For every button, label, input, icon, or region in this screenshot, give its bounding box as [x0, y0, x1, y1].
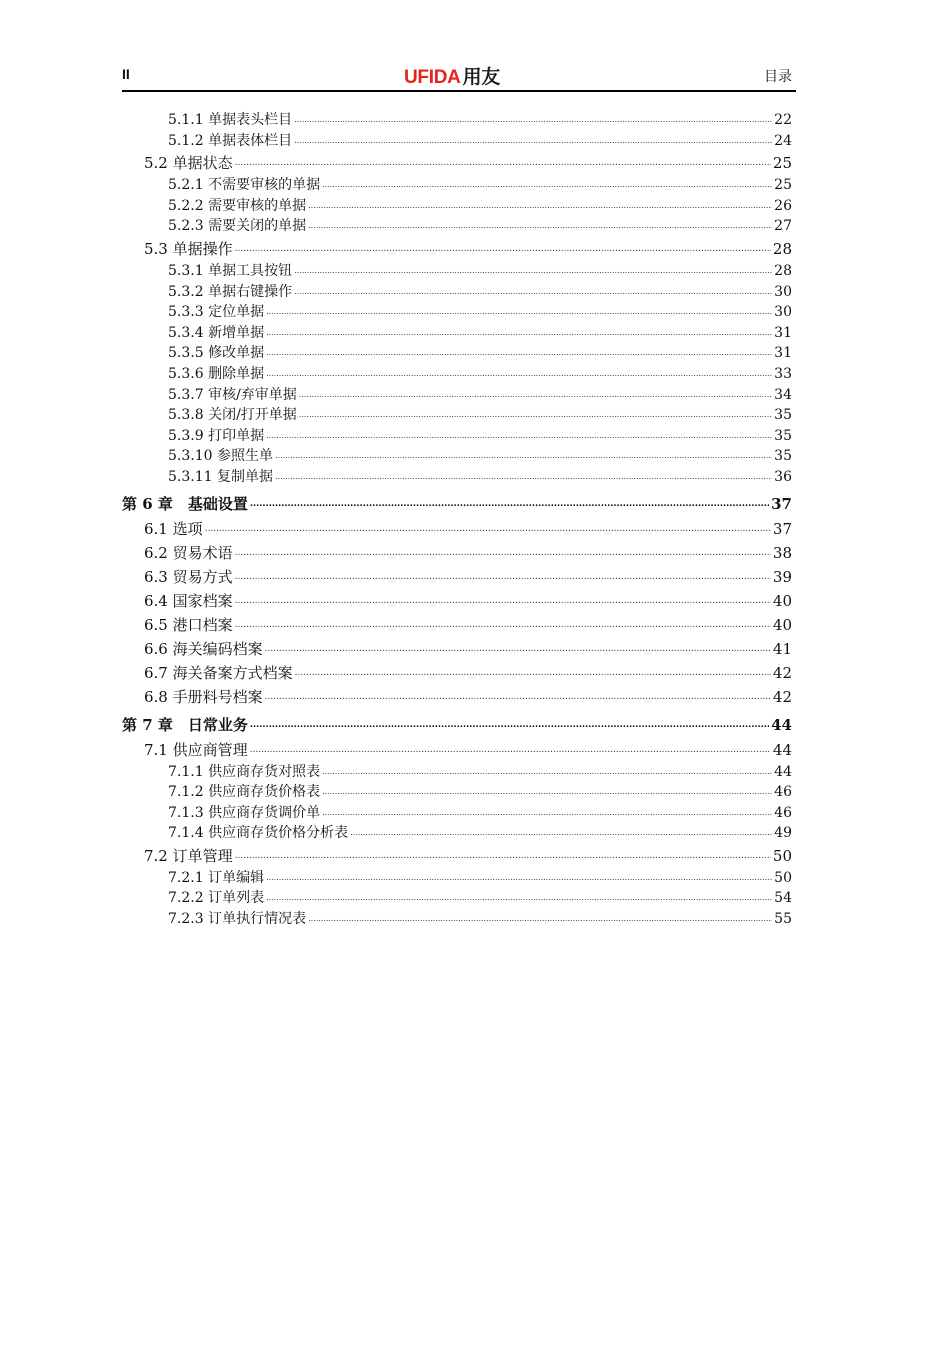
toc-entry-title: 6.7 海关备案方式档案 — [144, 663, 293, 682]
toc-entry-title: 7.2 订单管理 — [144, 846, 233, 865]
toc-entry[interactable] — [122, 175, 792, 196]
toc-entry-title: 6.5 港口档案 — [144, 615, 233, 634]
toc-entry-page: 44 — [772, 740, 792, 759]
toc-entry-page: 39 — [772, 567, 792, 586]
toc-entry-page: 41 — [772, 639, 792, 658]
dot-leader — [235, 237, 771, 261]
toc-entry[interactable] — [122, 216, 792, 237]
dot-leader — [266, 426, 772, 447]
dot-leader — [275, 467, 772, 488]
toc-entry-page: 30 — [774, 283, 792, 300]
toc-entry-page: 44 — [771, 715, 792, 734]
dot-leader — [266, 323, 772, 344]
toc-entry-page: 37 — [771, 494, 792, 513]
toc-entry-page: 36 — [774, 468, 792, 485]
toc-entry-page: 25 — [772, 154, 792, 173]
dot-leader — [294, 282, 772, 303]
toc-entry[interactable] — [122, 426, 792, 447]
toc-entry-page: 26 — [774, 197, 792, 214]
toc-entry-page: 55 — [774, 911, 792, 928]
toc-entry-title: 5.3.8 关闭/打开单据 — [168, 407, 297, 424]
toc-entry-title: 5.3.6 删除单据 — [168, 365, 265, 382]
toc-entry[interactable] — [122, 364, 792, 385]
toc-entry[interactable] — [122, 909, 792, 930]
toc-entry-title: 7.2.1 订单编辑 — [168, 869, 265, 886]
toc-entry-page: 27 — [774, 218, 792, 235]
dot-leader — [235, 151, 771, 175]
toc-entry[interactable] — [122, 467, 792, 488]
toc-entry[interactable] — [122, 565, 792, 589]
toc-entry-page: 25 — [774, 177, 792, 194]
toc-entry-page: 31 — [774, 324, 792, 341]
toc-entry-title: 7.2.2 订单列表 — [168, 890, 265, 907]
toc-entry-page: 42 — [772, 687, 792, 706]
section-title: 目录 — [764, 69, 792, 85]
toc-entry-title: 5.2.2 需要审核的单据 — [168, 197, 307, 214]
toc-entry-title: 第 7 章 日常业务 — [122, 715, 248, 734]
dot-leader — [266, 888, 772, 909]
toc-chapter-entry[interactable] — [122, 713, 792, 738]
toc-entry[interactable] — [122, 385, 792, 406]
toc-entry-title: 5.3.4 新增单据 — [168, 324, 265, 341]
dot-leader — [266, 868, 772, 889]
toc-entry-title: 5.3.1 单据工具按钮 — [168, 262, 293, 279]
toc-entry-page: 33 — [774, 365, 792, 382]
dot-leader — [250, 713, 769, 738]
toc-entry[interactable] — [122, 803, 792, 824]
toc-entry-title: 6.1 选项 — [144, 519, 203, 538]
toc-entry-title: 5.3.10 参照生单 — [168, 448, 273, 465]
dot-leader — [250, 738, 771, 762]
toc-entry-title: 5.3.9 打印单据 — [168, 427, 265, 444]
toc-entry-page: 22 — [774, 112, 792, 128]
toc-entry-title: 6.4 国家档案 — [144, 591, 233, 610]
toc-entry-title: 5.2.1 不需要审核的单据 — [168, 177, 321, 194]
toc-entry-title: 6.2 贸易术语 — [144, 543, 233, 562]
toc-entry[interactable] — [122, 323, 792, 344]
toc-entry[interactable] — [122, 685, 792, 709]
toc-entry[interactable] — [122, 151, 792, 175]
dot-leader — [295, 661, 771, 685]
toc-entry-title: 7.1.4 供应商存货价格分析表 — [168, 825, 349, 842]
dot-leader — [308, 196, 772, 217]
toc-entry[interactable] — [122, 782, 792, 803]
toc-entry[interactable] — [122, 589, 792, 613]
toc-entry-title: 6.8 手册料号档案 — [144, 687, 263, 706]
toc-entry-title: 5.3 单据操作 — [144, 239, 233, 258]
dot-leader — [235, 844, 771, 868]
toc-entry-page: 28 — [774, 262, 792, 279]
toc-entry-page: 40 — [772, 591, 792, 610]
toc-entry[interactable] — [122, 196, 792, 217]
toc-entry-page: 40 — [772, 615, 792, 634]
toc-entry-title: 5.1.1 单据表头栏目 — [168, 112, 293, 128]
dot-leader — [294, 131, 772, 152]
toc-entry[interactable] — [122, 637, 792, 661]
toc-entry[interactable] — [122, 405, 792, 426]
dot-leader — [235, 589, 771, 613]
toc-entry[interactable] — [122, 762, 792, 783]
dot-leader — [266, 302, 772, 323]
dot-leader — [308, 216, 772, 237]
toc-entry[interactable] — [122, 237, 792, 261]
toc-entry[interactable] — [122, 446, 792, 467]
toc-entry-page: 50 — [772, 846, 792, 865]
dot-leader — [294, 261, 772, 282]
dot-leader — [265, 637, 771, 661]
toc-entry-page: 37 — [772, 519, 792, 538]
toc-entry-page: 49 — [774, 825, 792, 842]
toc-entry-page: 34 — [774, 386, 792, 403]
toc-entry[interactable] — [122, 517, 792, 541]
toc-entry-page: 35 — [774, 427, 792, 444]
toc-entry[interactable] — [122, 343, 792, 364]
toc-entry-title: 7.1.1 供应商存货对照表 — [168, 763, 321, 780]
toc-entry[interactable] — [122, 110, 792, 131]
toc-entry-page: 46 — [774, 784, 792, 801]
toc-entry[interactable] — [122, 823, 792, 844]
dot-leader — [265, 685, 771, 709]
toc-chapter-entry[interactable] — [122, 492, 792, 517]
toc-entry-title: 第 6 章 基础设置 — [122, 494, 248, 513]
toc-entry[interactable] — [122, 738, 792, 762]
toc-entry-title: 7.2.3 订单执行情况表 — [168, 911, 307, 928]
dot-leader — [250, 492, 769, 517]
toc-entry[interactable] — [122, 888, 792, 909]
dot-leader — [275, 446, 772, 467]
toc-entry-title: 5.3.2 单据右键操作 — [168, 283, 293, 300]
table-of-contents — [122, 110, 792, 930]
dot-leader — [322, 175, 772, 196]
toc-entry[interactable] — [122, 844, 792, 868]
toc-entry[interactable] — [122, 302, 792, 323]
toc-entry-page: 24 — [774, 132, 792, 149]
ufida-logo — [404, 62, 500, 89]
dot-leader — [308, 909, 772, 930]
brand-name-cn: 用友 — [462, 67, 500, 88]
toc-entry-page: 31 — [774, 345, 792, 362]
toc-entry-page: 38 — [772, 543, 792, 562]
toc-entry-title: 7.1.3 供应商存货调价单 — [168, 804, 321, 821]
dot-leader — [266, 343, 772, 364]
toc-entry-title: 7.1 供应商管理 — [144, 740, 248, 759]
toc-entry[interactable] — [122, 282, 792, 303]
toc-entry[interactable] — [122, 131, 792, 152]
toc-entry[interactable] — [122, 868, 792, 889]
toc-entry-page: 42 — [772, 663, 792, 682]
dot-leader — [322, 782, 772, 803]
toc-entry[interactable] — [122, 541, 792, 565]
dot-leader — [235, 565, 771, 589]
dot-leader — [350, 823, 772, 844]
toc-entry-title: 5.3.7 审核/弃审单据 — [168, 386, 297, 403]
brand-name-en: UFIDA — [404, 67, 461, 88]
toc-entry-title: 5.3.3 定位单据 — [168, 304, 265, 321]
dot-leader — [266, 364, 772, 385]
toc-entry-title: 7.1.2 供应商存货价格表 — [168, 784, 321, 801]
toc-entry-title: 5.3.5 修改单据 — [168, 345, 265, 362]
toc-entry-title: 5.3.11 复制单据 — [168, 468, 273, 485]
toc-entry-title: 6.3 贸易方式 — [144, 567, 233, 586]
dot-leader — [299, 405, 772, 426]
dot-leader — [322, 762, 772, 783]
dot-leader — [235, 541, 771, 565]
toc-entry-title: 6.6 海关编码档案 — [144, 639, 263, 658]
toc-entry[interactable] — [122, 613, 792, 637]
toc-entry[interactable] — [122, 261, 792, 282]
toc-entry-page: 35 — [774, 407, 792, 424]
toc-entry-title: 5.2 单据状态 — [144, 154, 233, 173]
toc-entry-title: 5.2.3 需要关闭的单据 — [168, 218, 307, 235]
toc-entry-page: 50 — [774, 869, 792, 886]
toc-entry-title: 5.1.2 单据表体栏目 — [168, 132, 293, 149]
toc-entry-page: 30 — [774, 304, 792, 321]
dot-leader — [322, 803, 772, 824]
dot-leader — [299, 385, 772, 406]
toc-entry-page: 28 — [772, 239, 792, 258]
toc-entry-page: 35 — [774, 448, 792, 465]
toc-entry-page: 46 — [774, 804, 792, 821]
dot-leader — [205, 517, 771, 541]
page-number: II — [122, 66, 130, 82]
toc-entry-page: 54 — [774, 890, 792, 907]
toc-entry[interactable] — [122, 661, 792, 685]
dot-leader — [294, 110, 772, 131]
page-header — [122, 60, 796, 92]
dot-leader — [235, 613, 771, 637]
toc-entry-page: 44 — [774, 763, 792, 780]
